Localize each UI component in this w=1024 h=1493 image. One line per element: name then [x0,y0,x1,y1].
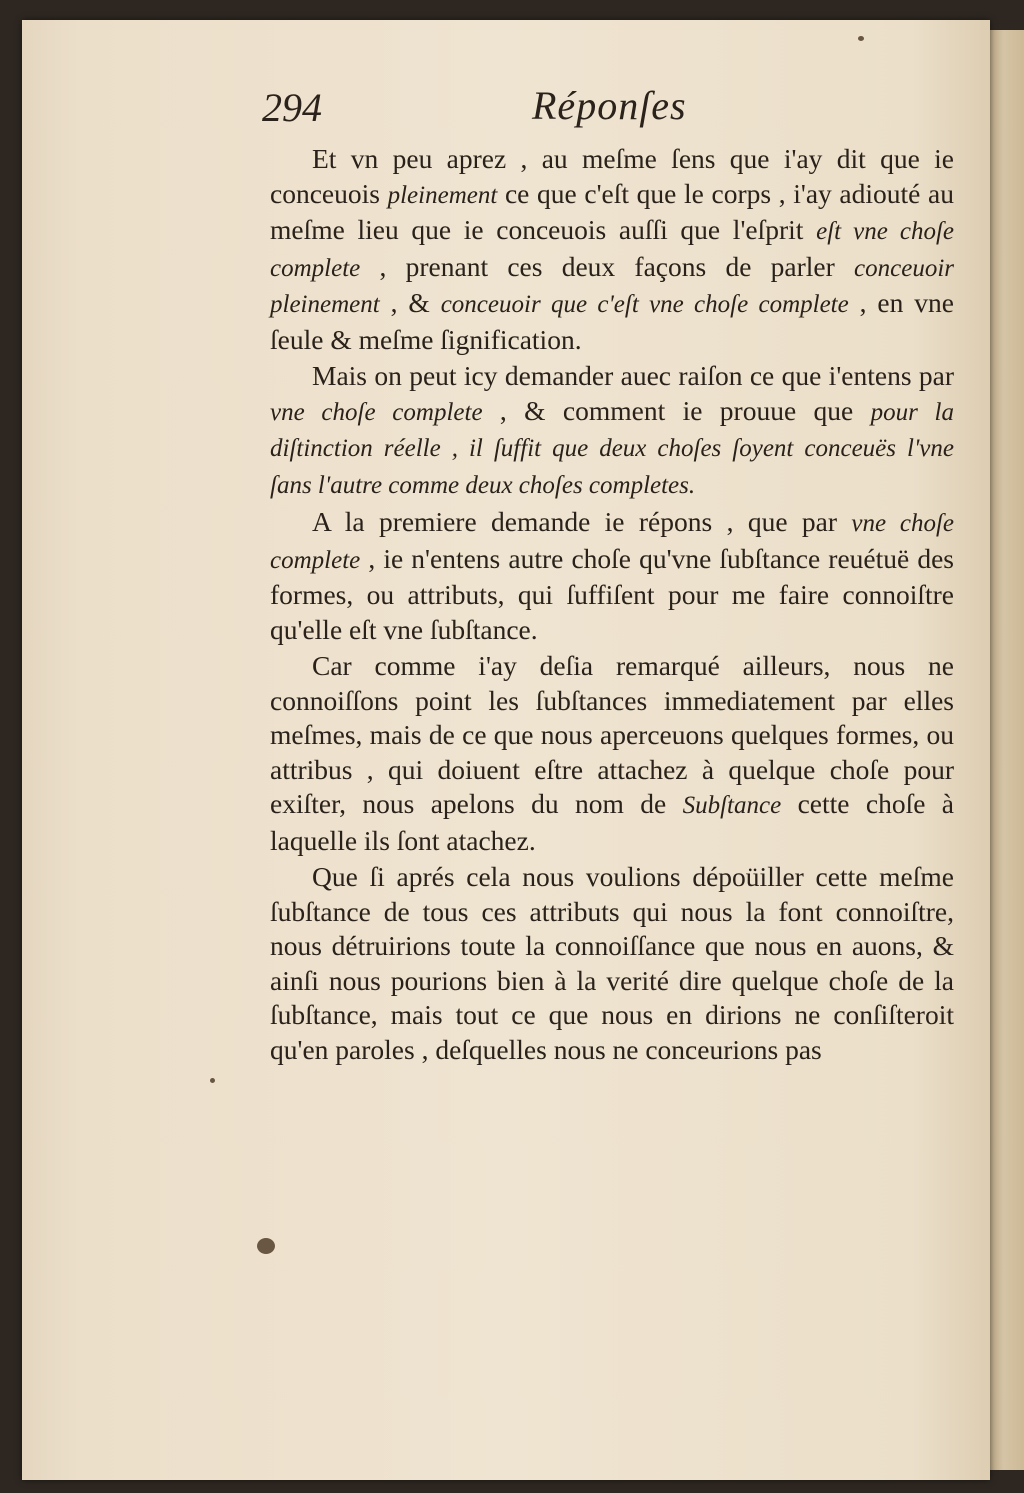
text-run: , & comment ie prouue que [482,394,871,426]
paragraph [270,142,954,357]
paragraph [270,505,954,647]
text-run: Mais on peut icy demander auec raiſon ce que i'entens par [312,360,954,391]
text-run: , & [379,287,441,318]
ink-speck [858,36,864,41]
body-text [270,142,954,1069]
paragraph [270,860,954,1067]
paragraph [270,649,954,858]
italic-run: conceuoir que c'eſt vne choſe complete [440,291,849,318]
italic-run: conceuoir pleinement [270,254,954,318]
text-run: Que ſi aprés cela nous voulions dépoüiller cette meſme ſubſtance de tous ces attributs qui nous la font connoiſtre, nous détruirions toute la connoiſſance que nous en auons, & ainſi nous pourions bien à la verité dire quelque choſe de la ſubſtance, mais tout ce que nous en dirions ne conſiſteroit qu'en paroles , deſquelles nous ne conceurions pas [270,861,954,1065]
page-header [262,78,962,138]
paragraph [270,359,954,503]
ink-blot [257,1238,275,1254]
italic-run: pleinement [387,181,498,209]
text-run: Et vn peu aprez , au meſme ſens que i'ay dit que ie conceuois [270,143,954,209]
text-run: cette choſe à laquelle ils ſont atachez. [270,788,954,856]
italic-run: vne choſe complete [270,398,483,426]
running-head: Réponſes [532,83,687,128]
text-run: , prenant ces deux façons de parler [360,250,855,282]
italic-run: eſt vne choſe complete [270,218,954,282]
text-run: ce que c'eſt que le corps , i'ay adiouté au meſme lieu que ie conceuois auſſi que l'eſprit [270,177,954,245]
text-run: , en vne ſeule & meſme ſignification. [270,287,954,355]
page-edge [990,30,1024,1470]
text-run: , ie n'entens autre choſe qu'vne ſubſtance reuétuë des formes, ou attributs, qui ſuffiſent pour me faire connoiſtre qu'elle eſt vne ſubſtance. [270,542,954,645]
text-run: A la premiere demande ie répons , que par [312,506,852,537]
text-run: Car comme i'ay deſia remarqué ailleurs, nous ne connoiſſons point les ſubſtances immediatement par elles meſmes, mais de ce que nous aperceuons quelques formes, ou attribus , qui doiuent eſtre attachez à quelque choſe pour exiſter, nous apelons du nom de [270,650,954,819]
ink-speck [210,1078,215,1083]
page-number: 294 [262,85,322,130]
italic-run: pour la diſtinction réelle , il ſuffit que deux choſes ſoyent conceuës l'vne ſans l'autre comme deux choſes completes. [270,398,954,499]
italic-run: vne choſe complete [270,510,954,574]
italic-run: Subſtance [682,792,782,819]
